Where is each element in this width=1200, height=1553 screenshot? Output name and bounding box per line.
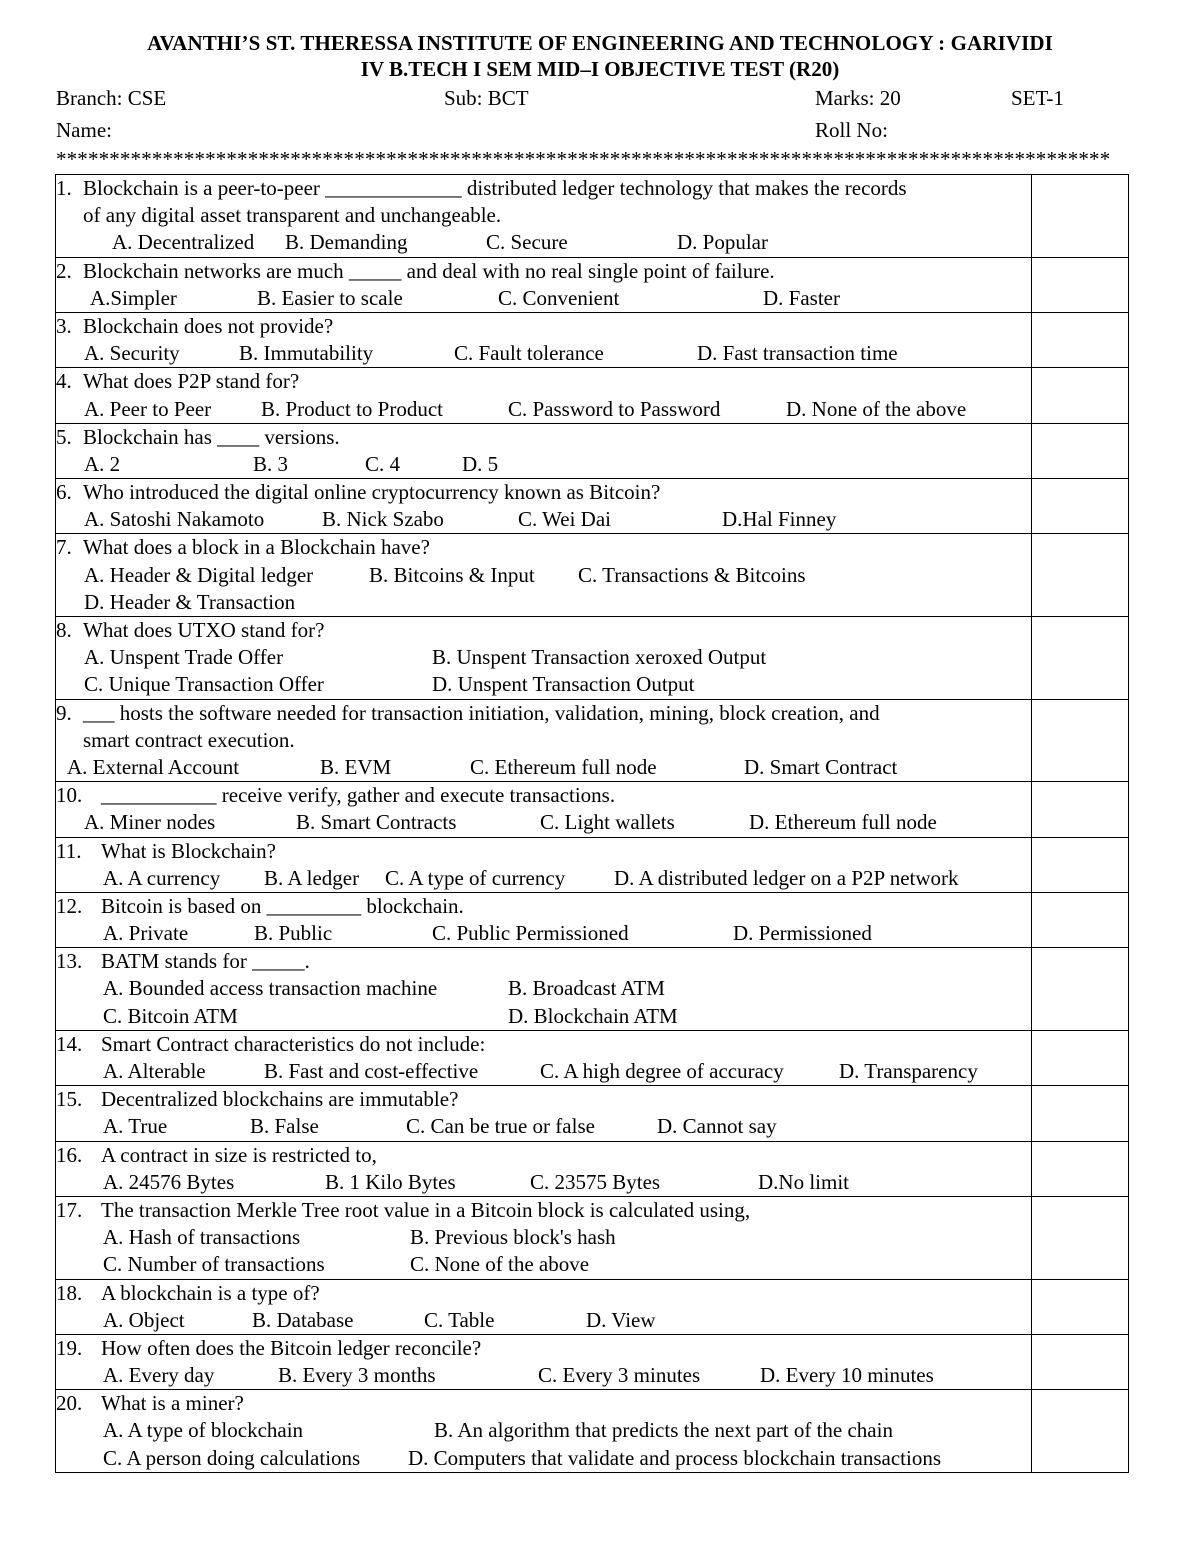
question-text: Blockchain does not provide? (83, 313, 334, 338)
question-number: 17. (56, 1197, 83, 1222)
answer-option: A. Bounded access transaction machine (103, 976, 438, 1001)
options-line (56, 1445, 1031, 1472)
question-text: How often does the Bitcoin ledger reconcile? (101, 1335, 482, 1360)
question-number: 9. (56, 700, 72, 725)
question-text: What does a block in a Blockchain have? (83, 535, 430, 560)
answer-option: B. An algorithm that predicts the next part of the chain (434, 1418, 893, 1443)
question-text: ___ hosts the software needed for transaction initiation, validation, mining, block creation, and (83, 700, 880, 725)
answer-option: C. Wei Dai (518, 507, 611, 532)
answer-option: C. 23575 Bytes (530, 1169, 661, 1194)
question-text-line (56, 1280, 1031, 1307)
answer-box[interactable] (1032, 699, 1129, 782)
answer-option: A. Peer to Peer (84, 396, 212, 421)
question-text: Smart Contract characteristics do not include: (101, 1031, 486, 1056)
options-line (56, 1307, 1031, 1334)
question-cell (56, 1086, 1032, 1141)
question-cell (56, 948, 1032, 1031)
answer-box[interactable] (1032, 479, 1129, 534)
question-text: Bitcoin is based on _________ blockchain. (101, 893, 464, 918)
options-line (56, 229, 1031, 256)
question-text: ___________ receive verify, gather and execute transactions. (101, 783, 616, 808)
answer-option: D. View (586, 1307, 656, 1332)
answer-box[interactable] (1032, 368, 1129, 423)
question-text-line (56, 1390, 1031, 1417)
question-number: 3. (56, 313, 72, 338)
options-line (56, 671, 1031, 698)
question-text: of any digital asset transparent and unchangeable. (83, 203, 502, 228)
separator-line: *************************************************************************************************** (56, 147, 1111, 171)
question-text: Decentralized blockchains are immutable? (101, 1087, 459, 1112)
options-line (56, 1003, 1031, 1030)
answer-option: C. A high degree of accuracy (540, 1059, 784, 1083)
question-text-line (56, 1086, 1031, 1113)
question-cell (56, 1141, 1032, 1196)
answer-option: C. Ethereum full node (470, 754, 657, 779)
answer-option: C. A person doing calculations (103, 1445, 361, 1470)
answer-option: B. Smart Contracts (296, 810, 457, 835)
answer-box[interactable] (1032, 1030, 1129, 1085)
answer-option: C. Transactions & Bitcoins (578, 562, 806, 587)
answer-option: D.Hal Finney (722, 507, 837, 532)
question-cell (56, 534, 1032, 617)
question-row (56, 892, 1129, 947)
answer-option: B. False (250, 1114, 319, 1139)
question-text-line (56, 727, 1031, 754)
answer-option: D. Computers that validate and process blockchain transactions (408, 1445, 942, 1470)
answer-option: A.Simpler (90, 285, 177, 310)
answer-box[interactable] (1032, 892, 1129, 947)
options-line (56, 396, 1031, 423)
question-text-line (56, 1142, 1031, 1169)
institute-title: AVANTHI’S ST. THERESSA INSTITUTE OF ENGINEERING AND TECHNOLOGY : GARIVIDI (147, 31, 1053, 55)
question-row (56, 368, 1129, 423)
question-number: 2. (56, 258, 72, 283)
question-text-line (56, 313, 1031, 340)
question-text: What is Blockchain? (101, 838, 276, 863)
question-number: 11. (56, 838, 82, 863)
question-row (56, 423, 1129, 478)
answer-option: B. Easier to scale (257, 285, 403, 310)
answer-option: D. Every 10 minutes (760, 1363, 934, 1388)
question-text-line (56, 368, 1031, 395)
question-row (56, 1086, 1129, 1141)
question-cell (56, 699, 1032, 782)
answer-option: C. Fault tolerance (454, 341, 604, 366)
question-cell (56, 1279, 1032, 1334)
question-row (56, 1279, 1129, 1334)
answer-option: B. Demanding (285, 230, 408, 255)
question-cell (56, 617, 1032, 700)
question-number: 8. (56, 618, 72, 642)
answer-option: C. Can be true or false (406, 1114, 595, 1139)
question-text: Who introduced the digital online cryptocurrency known as Bitcoin? (83, 480, 661, 505)
question-cell (56, 782, 1032, 837)
marks-label: Marks: 20 (815, 86, 901, 110)
question-row (56, 534, 1129, 617)
question-text: Blockchain networks are much _____ and deal with no real single point of failure. (83, 258, 775, 283)
answer-box[interactable] (1032, 1196, 1129, 1279)
answer-option: B. Previous block's hash (410, 1225, 616, 1250)
question-text-line (56, 1335, 1031, 1362)
answer-option: B. Public (254, 921, 333, 946)
question-row (56, 948, 1129, 1031)
answer-option: B. A ledger (264, 865, 360, 890)
question-text-line (56, 838, 1031, 865)
options-line (56, 644, 1031, 671)
question-number: 12. (56, 893, 83, 918)
options-line (56, 1251, 1031, 1278)
question-number: 16. (56, 1142, 83, 1167)
answer-option: C. Password to Password (508, 396, 721, 421)
question-text-line (56, 782, 1031, 809)
options-line (56, 1224, 1031, 1251)
question-cell (56, 257, 1032, 312)
answer-option: D. Transparency (839, 1059, 978, 1083)
question-cell (56, 312, 1032, 367)
question-cell (56, 1334, 1032, 1389)
options-line (56, 809, 1031, 836)
answer-option: D. Ethereum full node (749, 810, 937, 835)
answer-option: A. 2 (84, 451, 121, 476)
answer-option: B. Unspent Transaction xeroxed Output (432, 645, 767, 670)
question-cell (56, 1390, 1032, 1473)
answer-box[interactable] (1032, 948, 1129, 1031)
options-line (56, 589, 1031, 616)
answer-box[interactable] (1032, 257, 1129, 312)
question-row (56, 1390, 1129, 1473)
question-row (56, 837, 1129, 892)
answer-option: A. Header & Digital ledger (84, 562, 314, 587)
question-number: 18. (56, 1280, 83, 1305)
question-number: 19. (56, 1335, 83, 1360)
question-text: What is a miner? (101, 1391, 244, 1416)
answer-box[interactable] (1032, 1086, 1129, 1141)
answer-option: B. Immutability (239, 341, 374, 366)
answer-box[interactable] (1032, 423, 1129, 478)
question-text-line (56, 258, 1031, 285)
answer-option: C. Number of transactions (103, 1252, 325, 1277)
question-text: A blockchain is a type of? (101, 1280, 320, 1305)
answer-option: D. Smart Contract (744, 754, 898, 779)
question-number: 10. (56, 783, 83, 808)
answer-box[interactable] (1032, 175, 1129, 258)
question-number: 6. (56, 480, 72, 505)
question-cell (56, 423, 1032, 478)
question-row (56, 782, 1129, 837)
question-number: 1. (56, 176, 72, 200)
options-line (56, 506, 1031, 533)
question-row (56, 479, 1129, 534)
question-number: 20. (56, 1391, 83, 1416)
question-text-line (56, 1031, 1031, 1058)
answer-option: B. Every 3 months (278, 1363, 436, 1388)
question-number: 13. (56, 949, 83, 974)
answer-option: C. Convenient (498, 285, 620, 310)
question-text-line (56, 617, 1031, 644)
options-line (56, 1362, 1031, 1389)
question-text: Blockchain has ____ versions. (83, 424, 340, 449)
answer-option: C. None of the above (410, 1252, 590, 1277)
answer-option: B. Product to Product (261, 396, 443, 421)
question-text-line (56, 534, 1031, 561)
question-cell (56, 1196, 1032, 1279)
answer-box[interactable] (1032, 1279, 1129, 1334)
question-row (56, 1334, 1129, 1389)
name-label: Name: (56, 118, 112, 142)
question-text-line (56, 700, 1031, 727)
options-line (56, 920, 1031, 947)
question-text: A contract in size is restricted to, (101, 1142, 377, 1167)
answer-option: A. Satoshi Nakamoto (84, 507, 265, 532)
answer-option: D.No limit (758, 1169, 850, 1194)
answer-option: D. Permissioned (733, 921, 872, 946)
answer-option: B. Database (252, 1307, 354, 1332)
question-number: 14. (56, 1031, 83, 1056)
question-row (56, 312, 1129, 367)
answer-option: B. Fast and cost-effective (264, 1059, 479, 1083)
answer-option: D. Fast transaction time (697, 341, 898, 366)
answer-box[interactable] (1032, 312, 1129, 367)
answer-option: D. None of the above (786, 396, 967, 421)
question-text: What does UTXO stand for? (83, 618, 325, 642)
answer-option: C. 4 (365, 451, 401, 476)
answer-option: C. Table (424, 1307, 495, 1332)
question-table (55, 174, 1129, 1473)
answer-option: C. A type of currency (385, 865, 566, 890)
answer-option: C. Unique Transaction Offer (84, 672, 324, 697)
answer-option: A. A type of blockchain (103, 1418, 304, 1443)
question-row (56, 1196, 1129, 1279)
options-line (56, 451, 1031, 478)
question-number: 7. (56, 535, 72, 560)
answer-option: A. Every day (103, 1363, 215, 1388)
answer-option: C. Secure (486, 230, 568, 255)
question-number: 5. (56, 424, 72, 449)
question-cell (56, 479, 1032, 534)
exam-title: IV B.TECH I SEM MID–I OBJECTIVE TEST (R20) (360, 57, 840, 81)
answer-option: C. Every 3 minutes (538, 1363, 701, 1388)
question-row (56, 175, 1129, 258)
answer-box[interactable] (1032, 1334, 1129, 1389)
branch-label: Branch: CSE (56, 86, 167, 110)
answer-option: A. Private (103, 921, 189, 946)
question-text-line (56, 479, 1031, 506)
question-row (56, 699, 1129, 782)
answer-option: A. Alterable (103, 1059, 206, 1083)
answer-option: B. 3 (253, 451, 289, 476)
answer-option: A. Hash of transactions (103, 1225, 301, 1250)
answer-box[interactable] (1032, 1390, 1129, 1473)
answer-option: A. A currency (103, 865, 221, 890)
answer-box[interactable] (1032, 617, 1129, 700)
answer-option: C. Public Permissioned (432, 921, 629, 946)
answer-option: D. Faster (763, 285, 840, 310)
answer-option: A. Miner nodes (84, 810, 216, 835)
answer-option: D. 5 (462, 451, 499, 476)
answer-option: C. Bitcoin ATM (103, 1003, 238, 1028)
question-text-line (56, 893, 1031, 920)
question-text: smart contract execution. (83, 727, 295, 752)
question-text-line (56, 948, 1031, 975)
question-row (56, 1030, 1129, 1085)
question-text-line (56, 424, 1031, 451)
answer-option: A. Object (103, 1307, 185, 1332)
question-row (56, 1141, 1129, 1196)
options-line (56, 340, 1031, 367)
options-line (56, 285, 1031, 312)
question-text: The transaction Merkle Tree root value in a Bitcoin block is calculated using, (101, 1197, 751, 1222)
answer-option: D. Blockchain ATM (508, 1003, 678, 1028)
answer-option: B. 1 Kilo Bytes (325, 1169, 456, 1194)
question-number: 15. (56, 1087, 83, 1112)
question-text: What does P2P stand for? (83, 369, 300, 394)
subject-label: Sub: BCT (444, 86, 529, 110)
question-cell (56, 837, 1032, 892)
answer-option: A. Unspent Trade Offer (84, 645, 284, 670)
answer-option: D. A distributed ledger on a P2P network (614, 865, 959, 890)
question-cell (56, 1030, 1032, 1085)
question-cell (56, 175, 1032, 258)
answer-box[interactable] (1032, 782, 1129, 837)
answer-option: A. Security (84, 341, 180, 366)
options-line (56, 975, 1031, 1002)
answer-option: B. Bitcoins & Input (369, 562, 535, 587)
options-line (56, 562, 1031, 589)
question-number: 4. (56, 369, 72, 394)
options-line (56, 865, 1031, 892)
answer-option: D. Cannot say (657, 1114, 777, 1139)
options-line (56, 1058, 1031, 1085)
question-text-line (56, 175, 1031, 202)
options-line (56, 1417, 1031, 1444)
answer-option: B. Broadcast ATM (508, 976, 665, 1001)
question-row (56, 257, 1129, 312)
answer-option: A. External Account (67, 754, 240, 779)
options-line (56, 1113, 1031, 1140)
answer-option: D. Popular (677, 230, 768, 255)
answer-option: C. Light wallets (540, 810, 675, 835)
options-line (56, 1169, 1031, 1196)
answer-option: A. 24576 Bytes (103, 1169, 235, 1194)
question-text: Blockchain is a peer-to-peer _____________ distributed ledger technology that makes the records (83, 176, 907, 200)
answer-box[interactable] (1032, 1141, 1129, 1196)
question-cell (56, 368, 1032, 423)
answer-option: D. Header & Transaction (84, 589, 296, 614)
options-line (56, 754, 1031, 781)
roll-number-label: Roll No: (815, 118, 888, 142)
answer-option: A. True (103, 1114, 168, 1139)
question-text-line (56, 1197, 1031, 1224)
question-row (56, 617, 1129, 700)
answer-box[interactable] (1032, 534, 1129, 617)
answer-option: B. Nick Szabo (322, 507, 444, 532)
question-text: BATM stands for _____. (101, 949, 310, 974)
answer-option: A. Decentralized (112, 230, 255, 255)
question-text-line (56, 202, 1031, 229)
answer-option: B. EVM (320, 754, 392, 779)
set-label: SET-1 (1011, 86, 1064, 110)
answer-option: D. Unspent Transaction Output (432, 672, 695, 697)
answer-box[interactable] (1032, 837, 1129, 892)
question-cell (56, 892, 1032, 947)
